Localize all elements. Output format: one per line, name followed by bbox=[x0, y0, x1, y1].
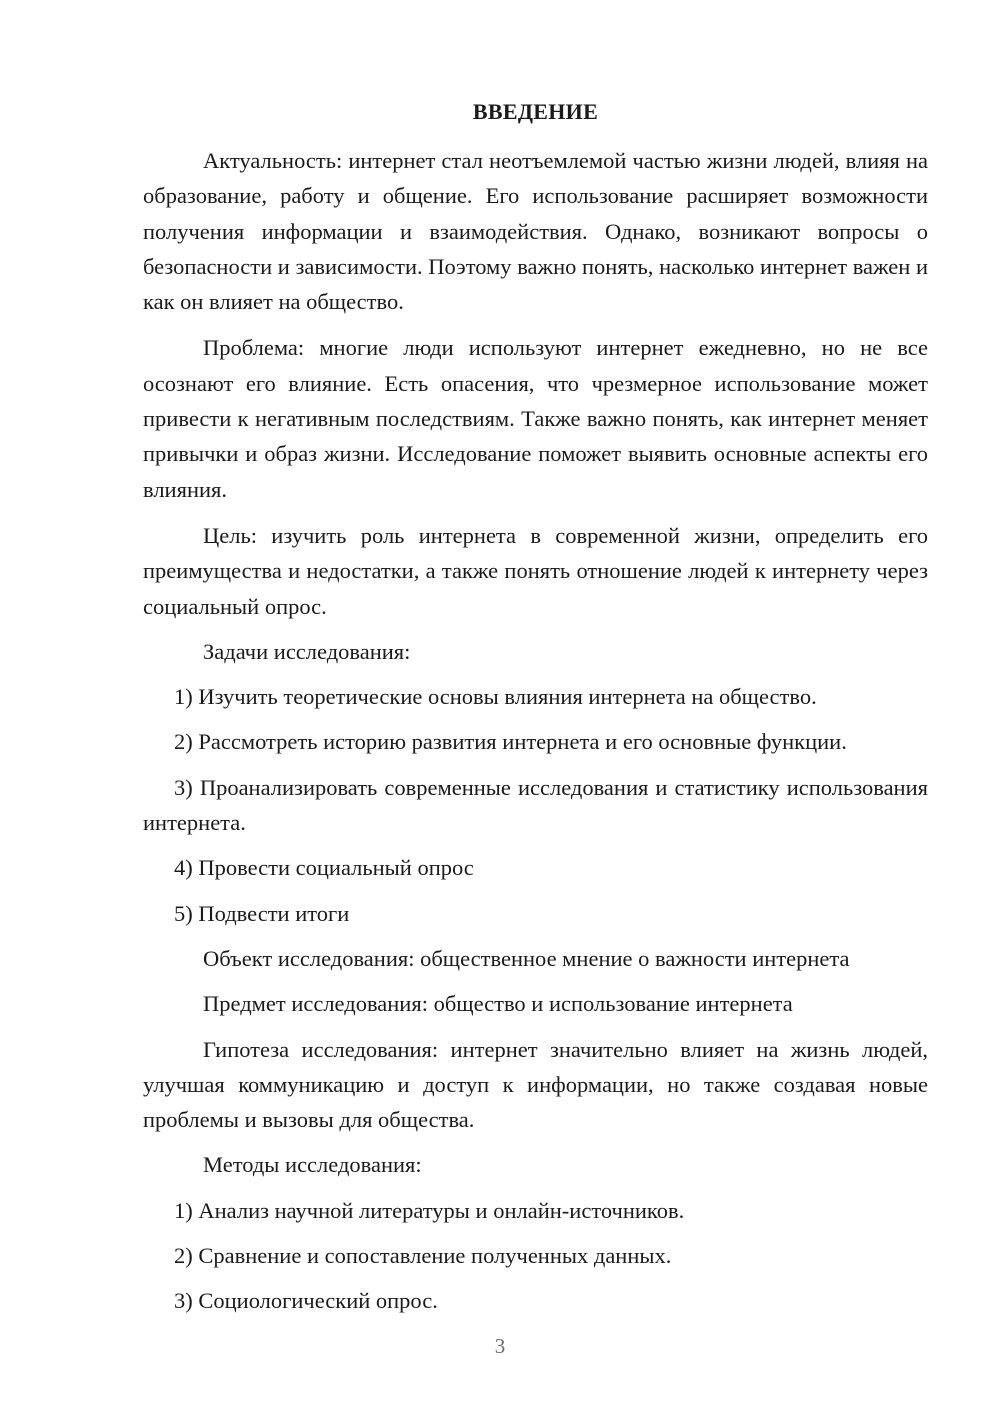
page-number: 3 bbox=[494, 1334, 506, 1358]
relevance-paragraph: Актуальность: интернет стал неотъемлемой частью жизни людей, влияя на образование, работу и общение. Его использование расширяет возможности получения информации и взаимодействия. Однако, возникают вопросы о безопасности и зависимости. Поэтому важно понять, насколько интернет важен и как он влияет на общество. bbox=[143, 148, 928, 315]
hypothesis-paragraph: Гипотеза исследования: интернет значительно влияет на жизнь людей, улучшая коммуникацию и доступ к информации, но также создавая новые проблемы и вызовы для общества. bbox=[143, 1036, 928, 1133]
document-title: ВВЕДЕНИЕ bbox=[472, 99, 599, 124]
method-item: 3) Социологический опрос. bbox=[174, 1288, 438, 1314]
method-item: 2) Сравнение и сопоставление полученных данных. bbox=[174, 1243, 672, 1269]
tasks-heading: Задачи исследования: bbox=[203, 638, 411, 664]
goal-paragraph: Цель: изучить роль интернета в современной жизни, определить его преимущества и недостатки, а также понять отношение людей к интернету через социальный опрос. bbox=[143, 522, 928, 619]
object-paragraph: Объект исследования: общественное мнение о важности интернета bbox=[203, 945, 850, 971]
task-item: 2) Рассмотреть историю развития интернета и его основные функции. bbox=[174, 729, 847, 755]
subject-paragraph: Предмет исследования: общество и использование интернета bbox=[203, 991, 793, 1017]
task-item: 1) Изучить теоретические основы влияния интернета на общество. bbox=[174, 684, 817, 710]
task-item: 4) Провести социальный опрос bbox=[174, 855, 474, 881]
task-item: 3) Проанализировать современные исследования и статистику использования интернета. bbox=[143, 774, 928, 836]
problem-paragraph: Проблема: многие люди используют интернет ежедневно, но не все осознают его влияние. Есть опасения, что чрезмерное использование может привести к негативным последствиям. Также важно понять, как интернет меняет привычки и образ жизни. Исследование поможет выявить основные аспекты его влияния. bbox=[143, 335, 928, 502]
methods-heading: Методы исследования: bbox=[203, 1152, 422, 1178]
method-item: 1) Анализ научной литературы и онлайн-источников. bbox=[174, 1197, 685, 1223]
document-page bbox=[143, 94, 928, 1319]
task-item: 5) Подвести итоги bbox=[174, 900, 350, 926]
